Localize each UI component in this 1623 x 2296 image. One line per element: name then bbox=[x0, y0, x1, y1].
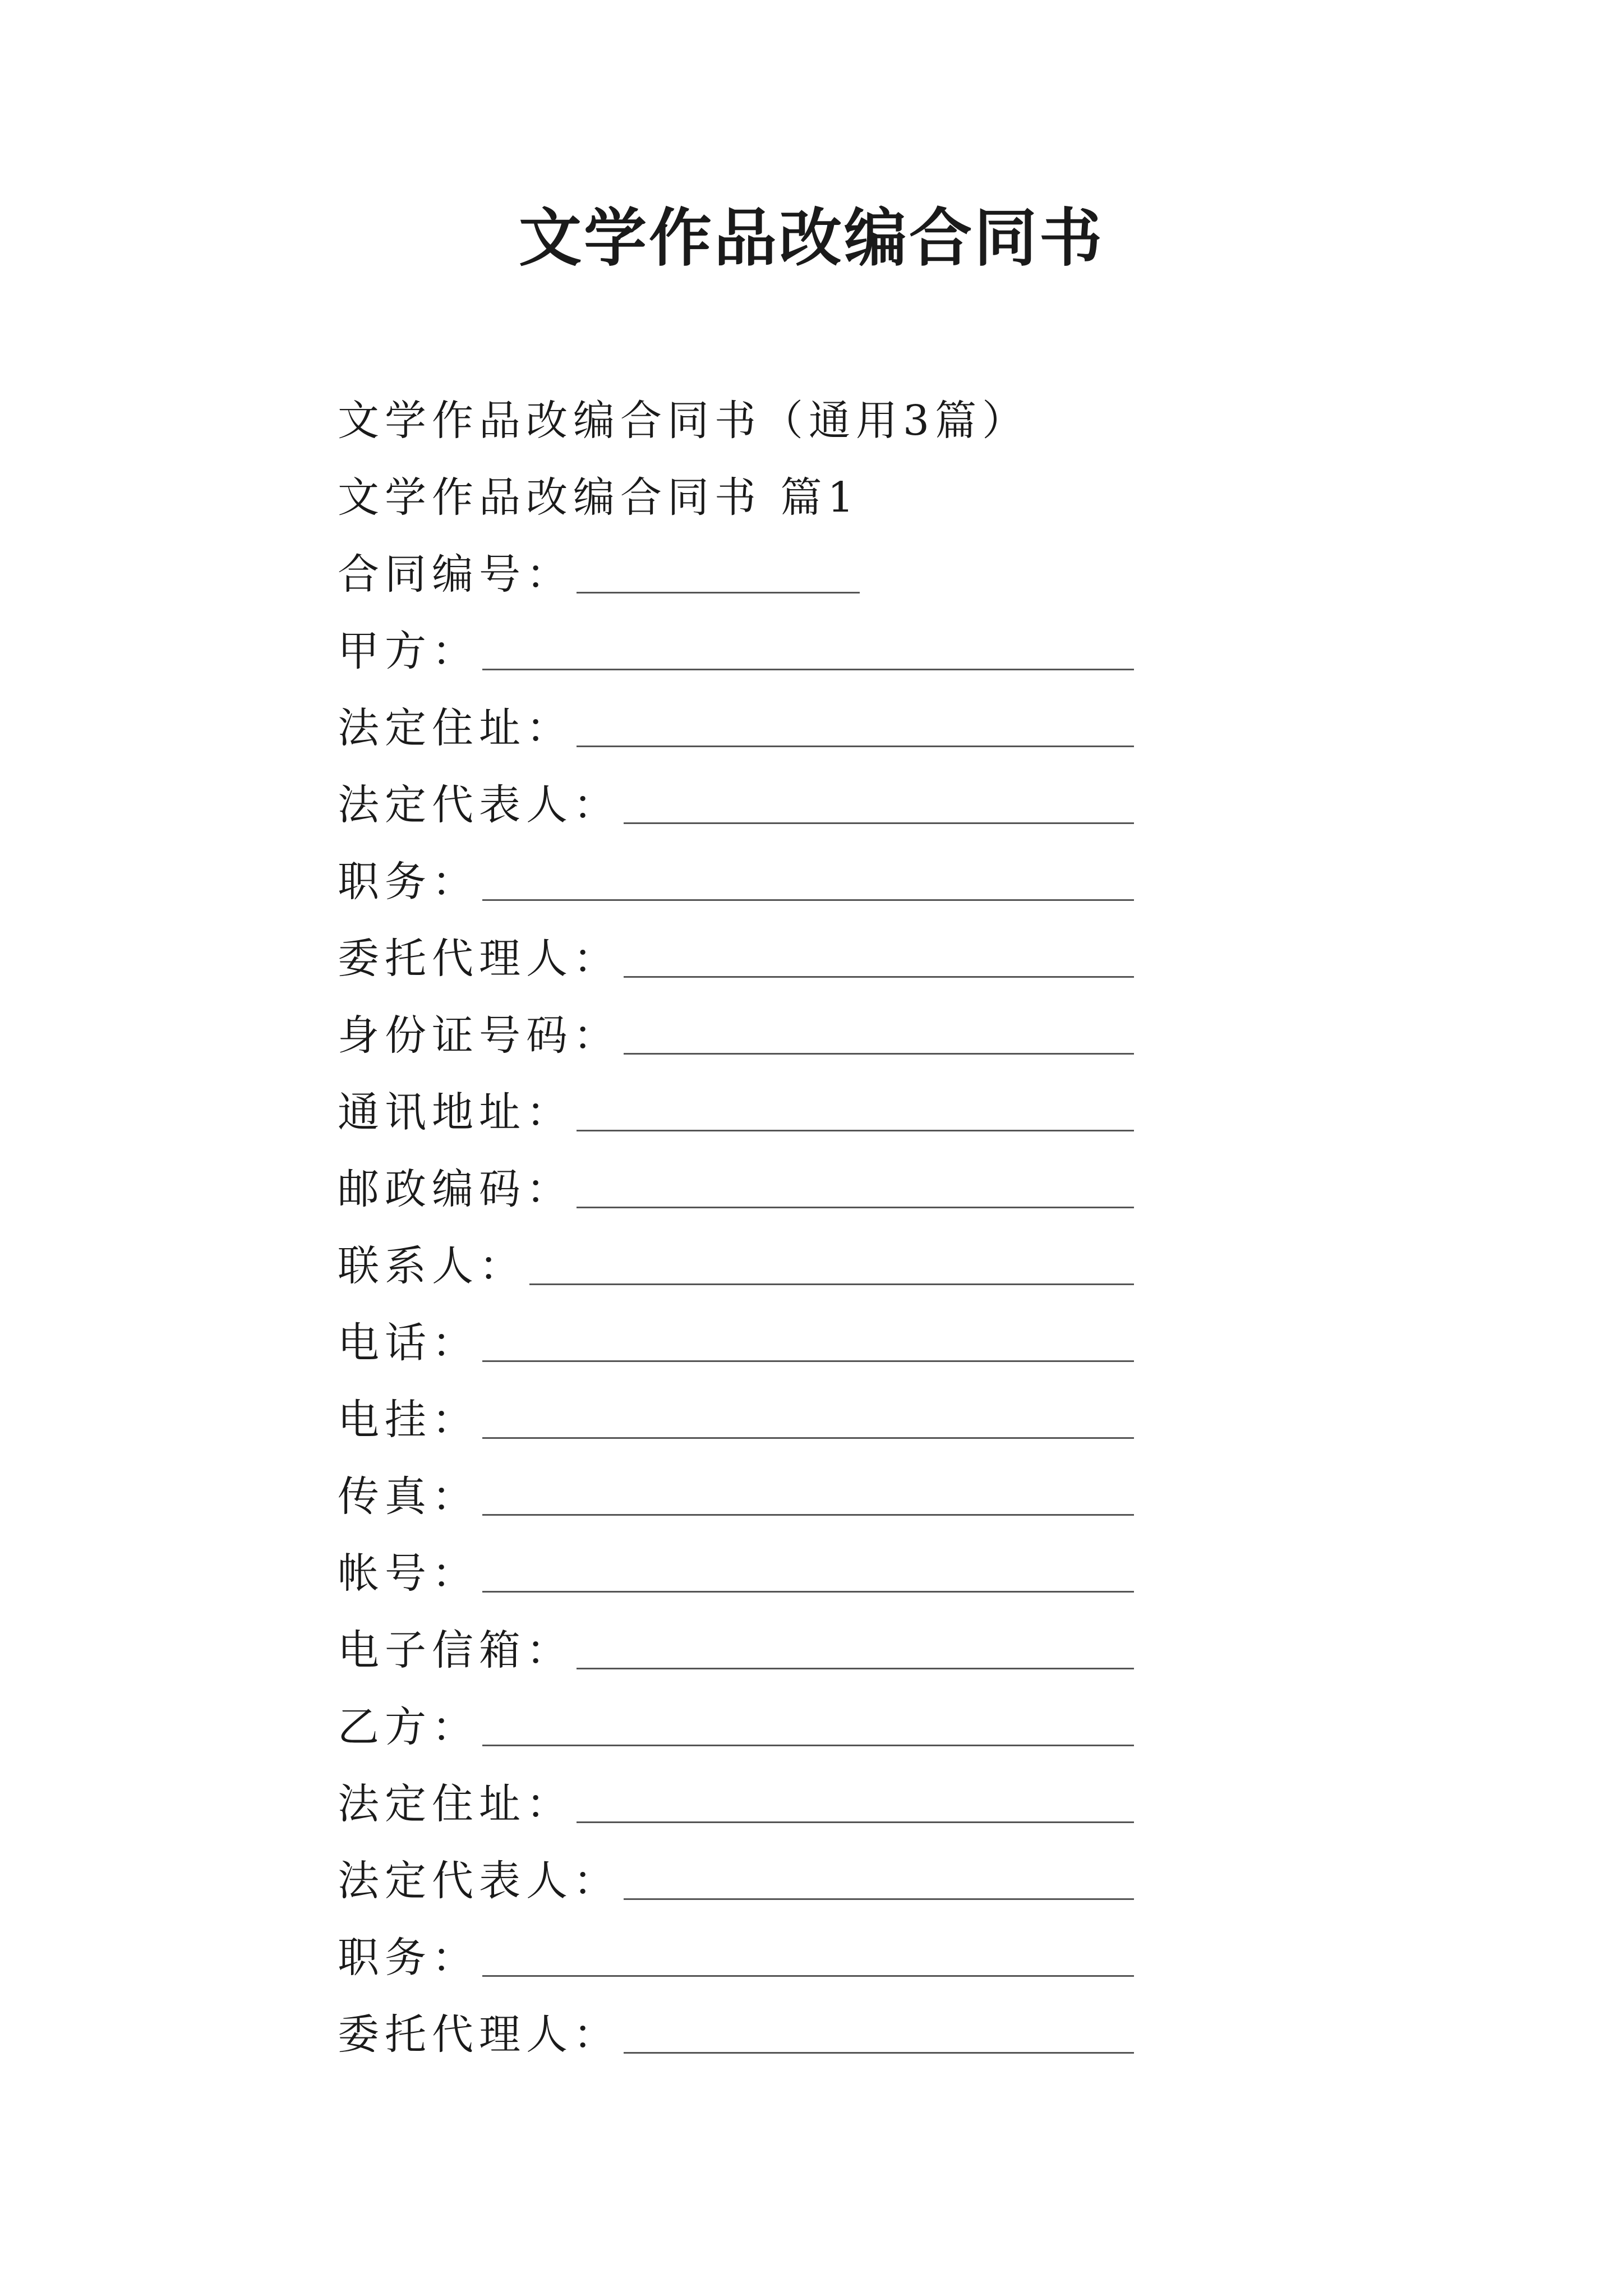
form-field-blank[interactable] bbox=[482, 1555, 1134, 1593]
form-field-blank[interactable] bbox=[482, 633, 1134, 670]
form-field-blank[interactable] bbox=[482, 1478, 1134, 1516]
form-field-blank[interactable] bbox=[624, 940, 1134, 978]
form-field-label: 传真： bbox=[338, 1472, 479, 1521]
party-fields bbox=[338, 609, 1134, 2069]
document-subtitle: 文学作品改编合同书（通用3篇） bbox=[338, 396, 1030, 445]
form-field bbox=[338, 1916, 1134, 1993]
form-field-blank[interactable] bbox=[529, 1248, 1134, 1285]
form-field-label: 法定代表人： bbox=[338, 1856, 620, 1905]
form-field-blank[interactable] bbox=[577, 1786, 1134, 1823]
form-field bbox=[338, 763, 1134, 840]
form-field-label: 法定住址： bbox=[338, 703, 573, 752]
form-field-label: 身份证号码： bbox=[338, 1011, 620, 1060]
form-field bbox=[338, 917, 1134, 993]
form-field-blank[interactable] bbox=[577, 1171, 1134, 1208]
form-field bbox=[338, 1070, 1134, 1147]
form-field-label: 联系人： bbox=[338, 1241, 526, 1290]
form-field-label: 乙方： bbox=[338, 1703, 479, 1751]
form-field-label: 职务： bbox=[338, 1933, 479, 1982]
form-field bbox=[338, 1762, 1134, 1839]
form-field-label: 委托代理人： bbox=[338, 2010, 620, 2059]
form-field bbox=[338, 1531, 1134, 1608]
form-field bbox=[338, 609, 1134, 686]
form-field-blank[interactable] bbox=[624, 786, 1134, 824]
form-field bbox=[338, 1378, 1134, 1455]
contract-number-field bbox=[338, 532, 1134, 609]
form-field bbox=[338, 1608, 1134, 1685]
form-field-blank[interactable] bbox=[624, 1017, 1134, 1055]
form-field-blank[interactable] bbox=[577, 710, 1134, 747]
form-field-label: 帐号： bbox=[338, 1549, 479, 1598]
form-field-blank[interactable] bbox=[577, 1632, 1134, 1669]
form-field bbox=[338, 1993, 1134, 2069]
form-field-blank[interactable] bbox=[482, 1709, 1134, 1746]
form-field-blank[interactable] bbox=[482, 1401, 1134, 1439]
form-field-label: 法定住址： bbox=[338, 1779, 573, 1828]
form-field-label: 邮政编码： bbox=[338, 1165, 573, 1213]
form-field-blank[interactable] bbox=[482, 863, 1134, 901]
form-field-label: 电子信箱： bbox=[338, 1626, 573, 1674]
form-field-label: 委托代理人： bbox=[338, 934, 620, 983]
form-field-label: 职务： bbox=[338, 857, 479, 906]
form-field-blank[interactable] bbox=[624, 2016, 1134, 2054]
section-heading: 文学作品改编合同书 篇1 bbox=[338, 473, 860, 522]
contract-number-blank[interactable] bbox=[577, 556, 860, 593]
form-field-blank[interactable] bbox=[482, 1939, 1134, 1977]
form-field bbox=[338, 1685, 1134, 1762]
form-field-blank[interactable] bbox=[577, 1094, 1134, 1131]
form-field bbox=[338, 1455, 1134, 1531]
form-field bbox=[338, 840, 1134, 917]
form-field bbox=[338, 1301, 1134, 1378]
form-field-label: 甲方： bbox=[338, 627, 479, 675]
form-field bbox=[338, 686, 1134, 763]
form-field-blank[interactable] bbox=[482, 1324, 1134, 1362]
form-field bbox=[338, 1839, 1134, 1916]
form-field bbox=[338, 1147, 1134, 1224]
form-field-label: 法定代表人： bbox=[338, 780, 620, 829]
document-body bbox=[338, 379, 1134, 2069]
document-title: 文学作品改编合同书 bbox=[519, 201, 1104, 275]
form-field-label: 电挂： bbox=[338, 1395, 479, 1444]
form-field-label: 电话： bbox=[338, 1318, 479, 1367]
form-field-label: 通讯地址： bbox=[338, 1088, 573, 1137]
form-field-blank[interactable] bbox=[624, 1862, 1134, 1900]
form-field bbox=[338, 993, 1134, 1070]
form-field bbox=[338, 1224, 1134, 1301]
contract-number-label: 合同编号： bbox=[338, 550, 573, 599]
